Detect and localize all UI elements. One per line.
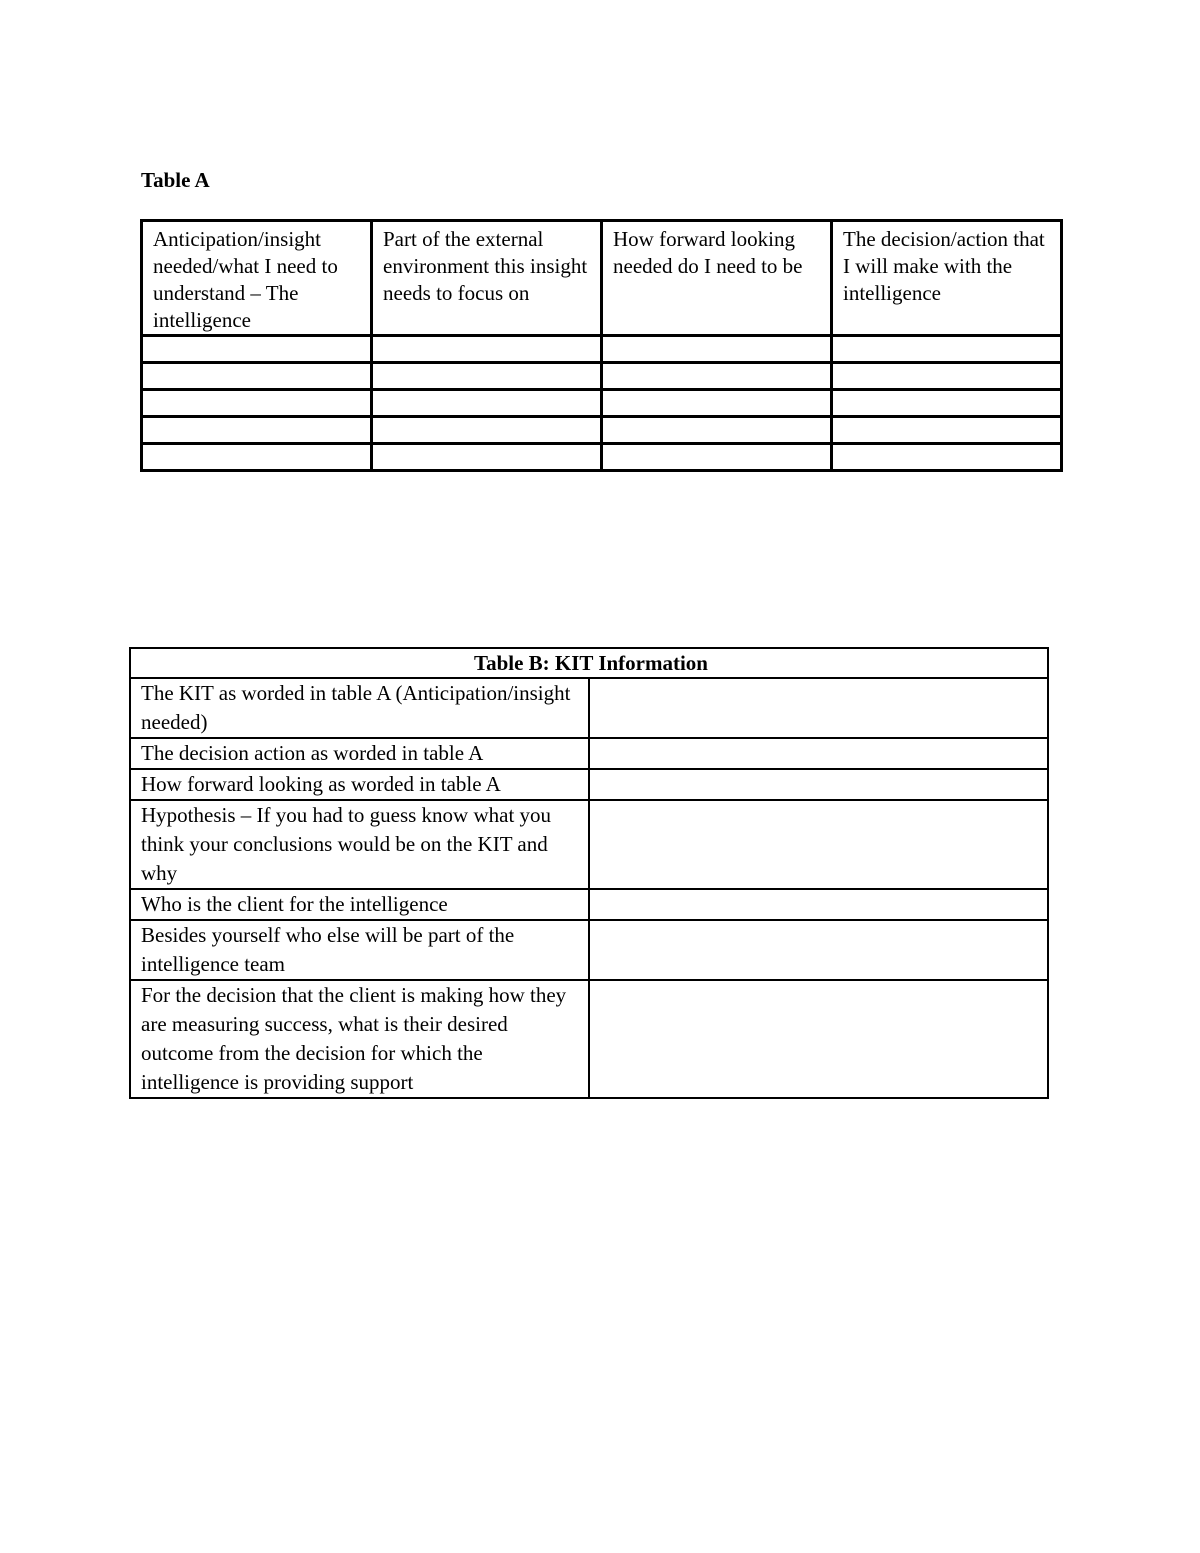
table-a-caption: Table A: [141, 168, 210, 192]
table-b-row: [130, 920, 1048, 980]
table-a-cell[interactable]: [832, 444, 1062, 471]
table-b-value-cell[interactable]: [589, 980, 1048, 1098]
table-b-label-cell: Besides yourself who else will be part of the intelligence team: [130, 920, 589, 980]
table-a-row: [142, 336, 1062, 363]
table-b-value-cell[interactable]: [589, 769, 1048, 800]
table-a-row: [142, 444, 1062, 471]
table-b-label-cell: For the decision that the client is making how they are measuring success, what is their desired outcome from the decision for which the intelligence is providing support: [130, 980, 589, 1098]
table-b-row: [130, 980, 1048, 1098]
table-a-cell[interactable]: [142, 336, 372, 363]
table-b-value-cell[interactable]: [589, 889, 1048, 920]
table-b-title-row: [130, 648, 1048, 678]
table-b: [129, 647, 1049, 1099]
table-a-cell[interactable]: [602, 417, 832, 444]
table-a: [140, 219, 1063, 472]
table-a-cell[interactable]: [832, 336, 1062, 363]
table-a-cell[interactable]: [832, 417, 1062, 444]
table-a-cell[interactable]: [372, 444, 602, 471]
table-a-cell[interactable]: [372, 417, 602, 444]
table-a-header-cell: How forward looking needed do I need to be: [602, 221, 832, 336]
table-a-cell[interactable]: [832, 390, 1062, 417]
table-a-header-cell: The decision/action that I will make with the intelligence: [832, 221, 1062, 336]
table-a-cell[interactable]: [602, 363, 832, 390]
table-b-label-cell: The KIT as worded in table A (Anticipation/insight needed): [130, 678, 589, 738]
table-b-row: [130, 769, 1048, 800]
table-b-value-cell[interactable]: [589, 800, 1048, 889]
table-b-label-cell: The decision action as worded in table A: [130, 738, 589, 769]
table-a-cell[interactable]: [142, 390, 372, 417]
table-b-row: [130, 800, 1048, 889]
table-a-cell[interactable]: [372, 390, 602, 417]
table-b-row: [130, 738, 1048, 769]
table-a-cell[interactable]: [602, 336, 832, 363]
table-a-cell[interactable]: [142, 417, 372, 444]
table-a-row: [142, 363, 1062, 390]
table-a-cell[interactable]: [372, 336, 602, 363]
table-a-row: [142, 390, 1062, 417]
table-a-header-row: [142, 221, 1062, 336]
table-b-label-cell: How forward looking as worded in table A: [130, 769, 589, 800]
table-b-value-cell[interactable]: [589, 920, 1048, 980]
table-a-cell[interactable]: [602, 444, 832, 471]
table-a-header-cell: Part of the external environment this insight needs to focus on: [372, 221, 602, 336]
table-b-title: Table B: KIT Information: [130, 648, 1048, 678]
table-b-value-cell[interactable]: [589, 738, 1048, 769]
table-a-cell[interactable]: [142, 363, 372, 390]
table-a-header-cell: Anticipation/insight needed/what I need to understand – The intelligence: [142, 221, 372, 336]
table-a-cell[interactable]: [832, 363, 1062, 390]
table-b-row: [130, 678, 1048, 738]
table-b-label-cell: Hypothesis – If you had to guess know what you think your conclusions would be on the KIT and why: [130, 800, 589, 889]
table-a-cell[interactable]: [372, 363, 602, 390]
table-b-row: [130, 889, 1048, 920]
table-a-row: [142, 417, 1062, 444]
table-b-value-cell[interactable]: [589, 678, 1048, 738]
table-a-cell[interactable]: [142, 444, 372, 471]
table-a-cell[interactable]: [602, 390, 832, 417]
table-b-label-cell: Who is the client for the intelligence: [130, 889, 589, 920]
